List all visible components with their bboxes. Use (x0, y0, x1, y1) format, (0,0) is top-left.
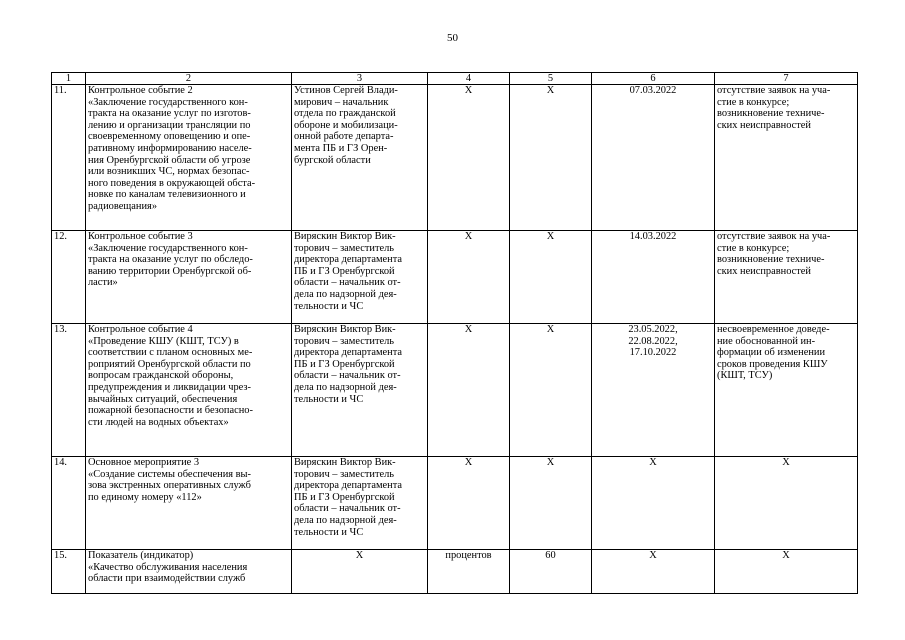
column-header: 2 (86, 73, 292, 85)
row-value: Х (510, 457, 592, 550)
row-name: Контрольное событие 4 «Проведение КШУ (КШТ, ТСУ) в соответствии с планом основных ме- роприятий Оренбургской области по вопросам гражданской обороны, предупреждения и ликвидации чрез- вычайных ситуаций, обеспечения пожарной безопасности и безопасно- сти людей на водных объектах» (86, 324, 292, 457)
row-risks: Х (715, 550, 858, 594)
column-header: 3 (292, 73, 428, 85)
row-responsible: Х (292, 550, 428, 594)
row-unit: Х (428, 85, 510, 231)
table-header-row (52, 73, 858, 85)
page-number: 50 (447, 32, 458, 44)
row-name: Показатель (индикатор) «Качество обслуживания населения области при взаимодействии служб (86, 550, 292, 594)
row-risks: несвоевременное доведе- ние обоснованной ин- формации об изменении сроков проведения КШУ (КШТ, ТСУ) (715, 324, 858, 457)
row-risks: Х (715, 457, 858, 550)
row-responsible: Устинов Сергей Влади- мирович – начальник отдела по гражданской обороне и мобилизаци- онной работе департа- мента ПБ и ГЗ Орен- бургской области (292, 85, 428, 231)
row-value: Х (510, 231, 592, 324)
row-date: Х (592, 457, 715, 550)
column-header: 1 (52, 73, 86, 85)
column-header: 7 (715, 73, 858, 85)
row-value: Х (510, 85, 592, 231)
row-date: 23.05.2022, 22.08.2022, 17.10.2022 (592, 324, 715, 457)
row-value: 60 (510, 550, 592, 594)
row-name: Контрольное событие 2 «Заключение государственного кон- тракта на оказание услуг по изготов- лению и организации трансляции по своевременному оповещению и опе- ративному информированию населе- ния Оренбургской области об угрозе или возникших ЧС, нормах безопас- ного поведения в окружающей обста- новке по каналам телевизионного и радиовещания» (86, 85, 292, 231)
row-risks: отсутствие заявок на уча- стие в конкурсе; возникновение техниче- ских неисправностей (715, 231, 858, 324)
row-date: Х (592, 550, 715, 594)
row-value: Х (510, 324, 592, 457)
row-responsible: Виряскин Виктор Вик- торович – заместитель директора департамента ПБ и ГЗ Оренбургской области – начальник от- дела по надзорной дея- тельности и ЧС (292, 324, 428, 457)
row-name: Контрольное событие 3 «Заключение государственного кон- тракта на оказание услуг по обследо- ванию территории Оренбургской об- ласти» (86, 231, 292, 324)
table-row (52, 457, 858, 550)
row-unit: Х (428, 457, 510, 550)
table-row (52, 550, 858, 594)
column-header: 4 (428, 73, 510, 85)
plan-table (51, 72, 858, 594)
row-number: 14. (52, 457, 86, 550)
row-responsible: Виряскин Виктор Вик- торович – заместитель директора департамента ПБ и ГЗ Оренбургской области – начальник от- дела по надзорной дея- тельности и ЧС (292, 457, 428, 550)
row-unit: Х (428, 231, 510, 324)
row-number: 15. (52, 550, 86, 594)
table-row (52, 85, 858, 231)
table-row (52, 231, 858, 324)
row-responsible: Виряскин Виктор Вик- торович – заместитель директора департамента ПБ и ГЗ Оренбургской области – начальник от- дела по надзорной дея- тельности и ЧС (292, 231, 428, 324)
row-unit: процентов (428, 550, 510, 594)
row-number: 12. (52, 231, 86, 324)
row-date: 07.03.2022 (592, 85, 715, 231)
table-row (52, 324, 858, 457)
column-header: 5 (510, 73, 592, 85)
row-date: 14.03.2022 (592, 231, 715, 324)
row-risks: отсутствие заявок на уча- стие в конкурсе; возникновение техниче- ских неисправностей (715, 85, 858, 231)
row-name: Основное мероприятие 3 «Создание системы обеспечения вы- зова экстренных оперативных служб по единому номеру «112» (86, 457, 292, 550)
row-unit: Х (428, 324, 510, 457)
column-header: 6 (592, 73, 715, 85)
row-number: 11. (52, 85, 86, 231)
row-number: 13. (52, 324, 86, 457)
